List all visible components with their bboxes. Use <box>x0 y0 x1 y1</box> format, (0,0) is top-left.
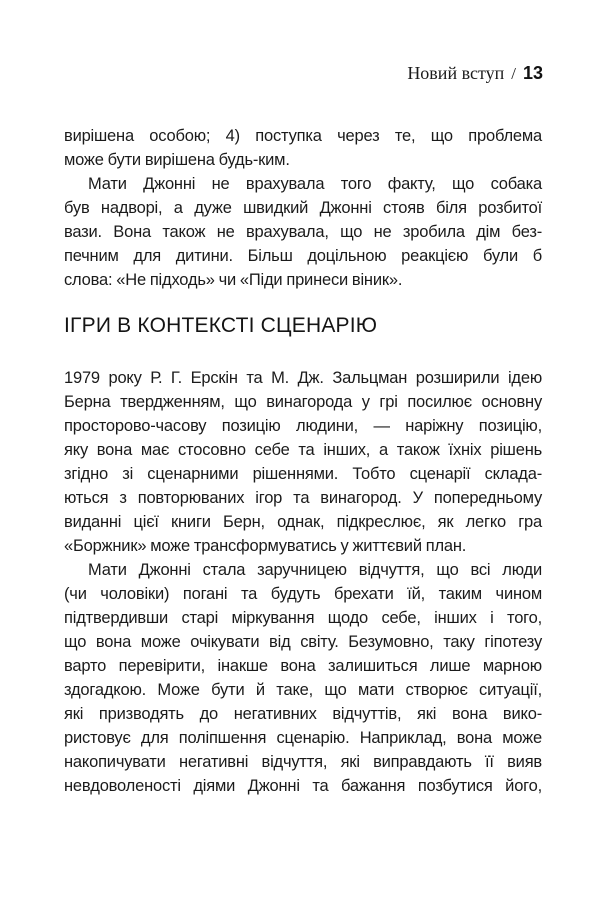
text-line: печним для дитини. Більш доцільною реакцією були б <box>64 247 542 265</box>
section-heading: ІГРИ В КОНТЕКСТІ СЦЕНАРІЮ <box>64 314 378 337</box>
text-line: яку вона має стосовно себе та інших, а також їхніх рішень <box>64 441 542 459</box>
text-line: підтвердивши старі міркування щодо себе, інших і того, <box>64 609 542 627</box>
page-header <box>407 62 543 86</box>
text-line: просторово-часову позицію людини, — наріжну позицію, <box>64 417 542 435</box>
text-line: Мати Джонні не врахувала того факту, що собака <box>88 175 542 193</box>
text-line: здогадкою. Може бути й таке, що мати створює ситуації, <box>64 681 542 699</box>
text-line: Мати Джонні стала заручницею відчуття, що всі люди <box>88 561 542 579</box>
text-line: Берна твердженням, що винагорода у грі посилює основну <box>64 393 542 411</box>
text-line: що вона може очікувати від світу. Безумовно, таку гіпотезу <box>64 633 542 651</box>
text-line: накопичувати негативні відчуття, які виправдають її вияв <box>64 753 542 771</box>
running-title: Новий вступ <box>407 63 505 83</box>
header-separator: / <box>511 64 516 83</box>
text-line: може бути вирішена будь-ким. <box>64 151 290 169</box>
text-line: виданні цієї книги Берн, однак, підкреслює, як легко гра <box>64 513 542 531</box>
text-line: ються з повторюваних ігор та винагород. У попередньому <box>64 489 542 507</box>
text-line: згідно зі сценарними рішеннями. Тобто сценарії склада- <box>64 465 542 483</box>
text-line: які призводять до негативних відчуттів, які вона вико- <box>64 705 542 723</box>
text-line: був надворі, а дуже швидкий Джонні стояв біля розбитої <box>64 199 542 217</box>
text-line: слова: «Не підходь» чи «Піди принеси віник». <box>64 271 403 289</box>
text-line: невдоволеності діями Джонні та бажання позбутися його, <box>64 777 542 795</box>
text-line: вази. Вона також не врахувала, що не зробила дім без- <box>64 223 542 241</box>
page-body <box>64 124 542 798</box>
text-line: варто перевірити, інакше вона залишиться лише марною <box>64 657 542 675</box>
text-line: «Боржник» може трансформуватись у життєвий план. <box>64 537 467 555</box>
page-number: 13 <box>522 63 543 83</box>
text-line: 1979 року Р. Г. Ерскін та М. Дж. Зальцман розширили ідею <box>64 369 542 387</box>
text-line: ристовує для поліпшення сценарію. Наприклад, вона може <box>64 729 542 747</box>
text-line: (чи чоловіки) погані та будуть брехати їй, таким чином <box>64 585 542 603</box>
text-line: вирішена особою; 4) поступка через те, що проблема <box>64 127 542 145</box>
